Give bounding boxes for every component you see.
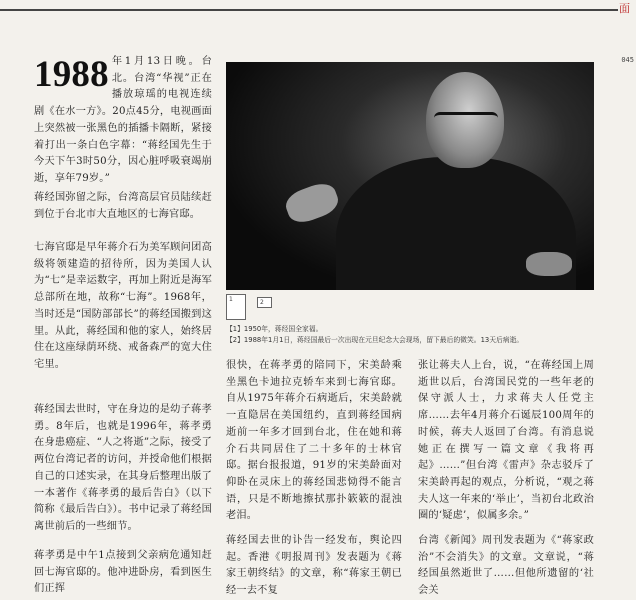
caption-box-2: 2	[257, 297, 272, 308]
left-paragraph: 蒋孝勇是中午1点接到父亲病危通知赶回七海官邸的。他冲进卧房，看到医生们正挥	[34, 550, 212, 595]
portrait-photo	[226, 62, 594, 290]
photo-hand	[282, 179, 342, 227]
photo-caption: 【1】1950年，蒋经国全家福。	[226, 325, 323, 333]
top-rule	[0, 9, 618, 11]
caption-box-1: 1	[226, 294, 246, 320]
header-mark: 面	[619, 2, 630, 15]
left-paragraph: 七海官邸是早年蒋介石为美军顾问团高级将领建造的招待所，因为美国人认为“七”是幸运数字，再加上附近是海军总部所在地，故称“七海”。1968年，当时还是“国防部部长”的蒋经国搬到这里。从此，蒋经国和他的家人，始终居住在这座绿荫环绕、戒备森严的宽大住宅里。	[34, 242, 212, 370]
intro-paragraph	[34, 54, 212, 188]
photo-glasses	[434, 112, 498, 129]
middle-paragraph: 蒋经国去世的讣告一经发布，舆论四起。香港《明报周刊》发表题为《蒋家王朝终结》的文章，称“蒋家王朝已经一去不复	[226, 535, 402, 597]
photo-caption: 【2】1988年1月1日，蒋经国最后一次出现在元旦纪念大会现场，留下最后的微笑。13天后病逝。	[226, 336, 524, 344]
left-paragraph: 蒋经国弥留之际，台湾高层官员陆续赶到位于台北市大直地区的七海官邸。	[34, 192, 212, 220]
intro-text: 年1月13日晚。台北。台湾“华视”正在播放琼瑶的电视连续剧《在水一方》。20点45分，电视画面上突然被一张黑色的插播卡隔断，紧接着打出一条白色字幕：“蒋经国先生于今天下午3时50分，因心脏呼吸衰竭崩逝，享年79岁。”	[34, 56, 212, 184]
left-paragraph: 蒋经国去世时，守在身边的是幼子蒋孝勇。8年后，也就是1996年，蒋孝勇在身患癌症、“人之将逝”之际，接受了两位台湾记者的访问，并授命他们根据自己的口述实录，在其身后整理出版了一本著作《蒋孝勇的最后告白》（以下简称《最后告白》）。书中记录了蒋经国离世前后的一些细节。	[34, 404, 212, 532]
right-paragraph: 台湾《新闻》周刊发表题为《“蒋家政治”不会消失》的文章。文章说，“蒋经国虽然逝世了……但他所遗留的‘社会关	[418, 535, 594, 597]
intro-year: 1988	[34, 54, 109, 95]
photo-hand	[526, 252, 572, 276]
middle-paragraph: 很快，在蒋孝勇的陪同下，宋美龄乘坐黑色卡迪拉克轿车来到七海官邸。自从1975年蒋介石病逝后，宋美龄就一直隐居在美国纽约，直到蒋经国病逝前一年多才回到台北，住在她和蒋介石共同居住了二十多年的士林官邸。据台报报道，91岁的宋美龄面对仰卧在灵床上的蒋经国悲恸得不能言语，只是不断地擦拭那扑簌簌的混浊老泪。	[226, 360, 402, 522]
right-paragraph: 张让蒋夫人上台，说，“在蒋经国上周逝世以后，台湾国民党的一些年老的保守派人士，力求蒋夫人任党主席……去年4月蒋介石诞辰100周年的时候，蒋夫人返回了台湾。有消息说她正在撰写一篇文章《我将再起》……”但台湾《雷声》杂志驳斥了宋美龄再起的观点，分析说，“观之蒋夫人这一年来的‘举止’，当初台北政治圈的‘疑虑’，似属多余。”	[418, 360, 594, 522]
page-number: 045	[621, 56, 634, 64]
